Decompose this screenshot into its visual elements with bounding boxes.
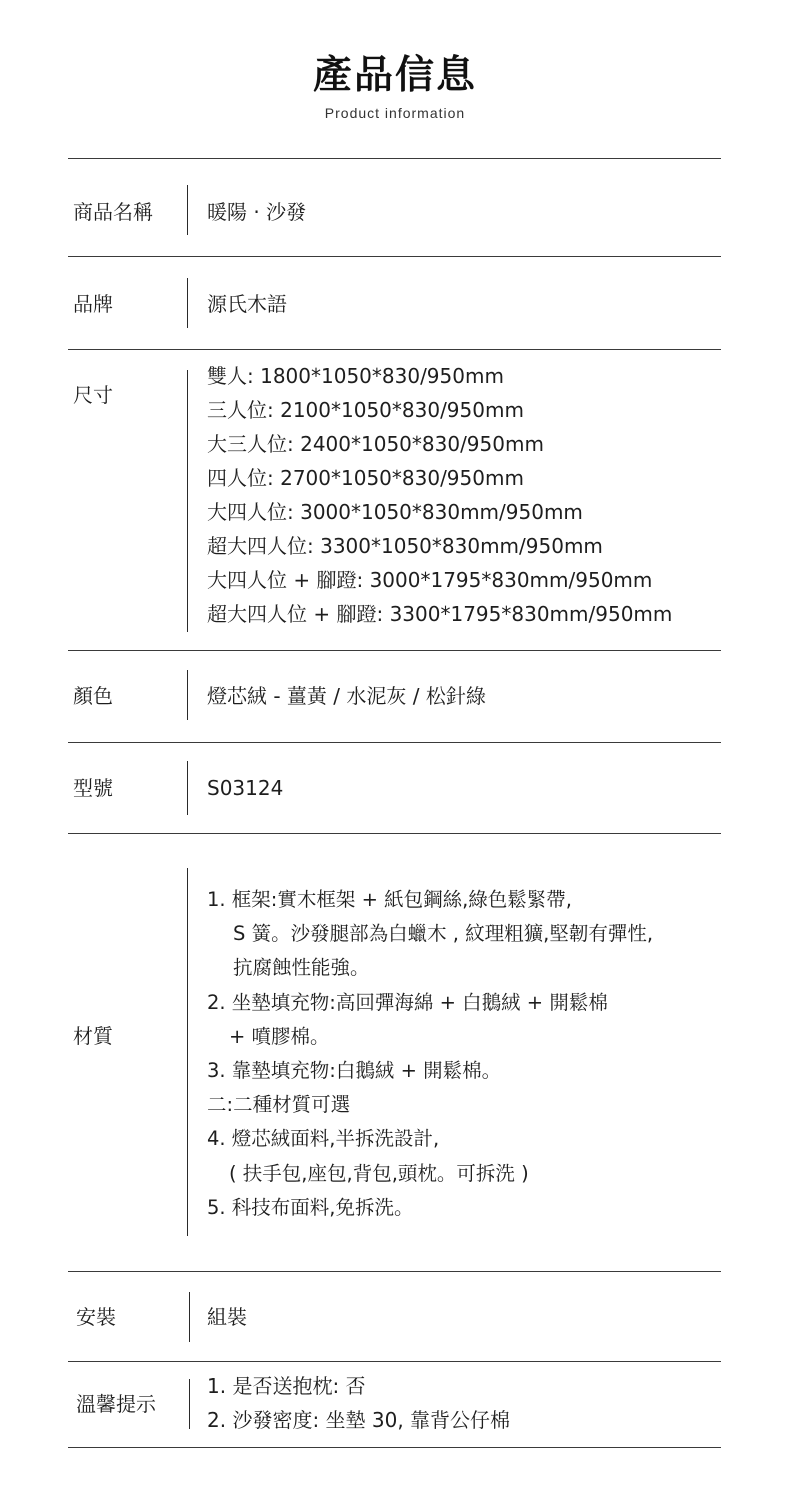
size-line: 超大四人位: 3300*1050*830mm/950mm: [207, 534, 603, 558]
spec-label-model: 型號: [73, 776, 113, 800]
column-separator: [187, 868, 188, 1236]
material-list: [207, 883, 653, 1225]
spec-label-material: 材質: [73, 1024, 113, 1048]
spec-value-brand: 源氏木語: [207, 292, 287, 316]
divider: [68, 833, 721, 834]
spec-value-model: S03124: [207, 776, 284, 800]
spec-label-brand: 品牌: [73, 292, 113, 316]
size-line: 大三人位: 2400*1050*830/950mm: [207, 432, 544, 456]
size-line: 大四人位 + 腳蹬: 3000*1795*830mm/950mm: [207, 568, 653, 592]
material-line: 3. 靠墊填充物:白鵝絨 + 開鬆棉。: [207, 1058, 502, 1082]
material-line: ( 扶手包,座包,背包,頭枕。可拆洗 ): [229, 1161, 529, 1185]
column-separator: [189, 1292, 190, 1342]
divider: [68, 349, 721, 350]
spec-value-name: 暖陽 · 沙發: [207, 200, 307, 224]
column-separator: [187, 185, 188, 235]
divider: [68, 1447, 721, 1448]
page-title: 產品信息: [312, 53, 477, 98]
divider: [68, 1361, 721, 1362]
spec-label-install: 安裝: [76, 1305, 116, 1329]
column-separator: [189, 1379, 190, 1429]
column-separator: [187, 761, 188, 815]
material-line: + 噴膠棉。: [229, 1024, 330, 1048]
divider: [68, 158, 721, 159]
divider: [68, 1271, 721, 1272]
size-line: 超大四人位 + 腳蹬: 3300*1795*830mm/950mm: [207, 602, 673, 626]
size-line: 大四人位: 3000*1050*830mm/950mm: [207, 500, 583, 524]
material-line: 5. 科技布面料,免拆洗。: [207, 1195, 414, 1219]
material-line: 2. 坐墊填充物:高回彈海綿 + 白鵝絨 + 開鬆棉: [207, 990, 608, 1014]
divider: [68, 650, 721, 651]
material-line: 4. 燈芯絨面料,半拆洗設計,: [207, 1127, 440, 1151]
size-list: [207, 359, 672, 631]
spec-value-install: 組裝: [207, 1305, 247, 1329]
page-subtitle: Product information: [324, 105, 466, 121]
spec-label-size: 尺寸: [73, 383, 113, 407]
divider: [68, 742, 721, 743]
material-line: S 簧。沙發腿部為白蠟木 , 紋理粗獷,堅韌有彈性,: [233, 922, 654, 946]
size-line: 三人位: 2100*1050*830/950mm: [207, 398, 524, 422]
divider: [68, 256, 721, 257]
column-separator: [187, 370, 188, 632]
tips-line: 2. 沙發密度: 坐墊 30, 靠背公仔棉: [207, 1408, 511, 1432]
material-line: 抗腐蝕性能強。: [233, 956, 370, 980]
column-separator: [187, 278, 188, 328]
column-separator: [187, 670, 188, 720]
material-line: 1. 框架:實木框架 + 紙包鋼絲,綠色鬆緊帶,: [207, 888, 573, 911]
tips-line: 1. 是否送抱枕: 否: [207, 1374, 366, 1398]
size-line: 四人位: 2700*1050*830/950mm: [207, 466, 524, 490]
tips-list: [207, 1369, 510, 1437]
spec-label-color: 顏色: [73, 684, 113, 708]
size-line: 雙人: 1800*1050*830/950mm: [207, 364, 504, 388]
spec-label-name: 商品名稱: [73, 200, 153, 224]
material-line: 二:二種材質可選: [207, 1093, 351, 1117]
spec-label-tips: 溫馨提示: [76, 1392, 156, 1416]
spec-value-color: 燈芯絨 - 薑黃 / 水泥灰 / 松針綠: [207, 684, 486, 708]
